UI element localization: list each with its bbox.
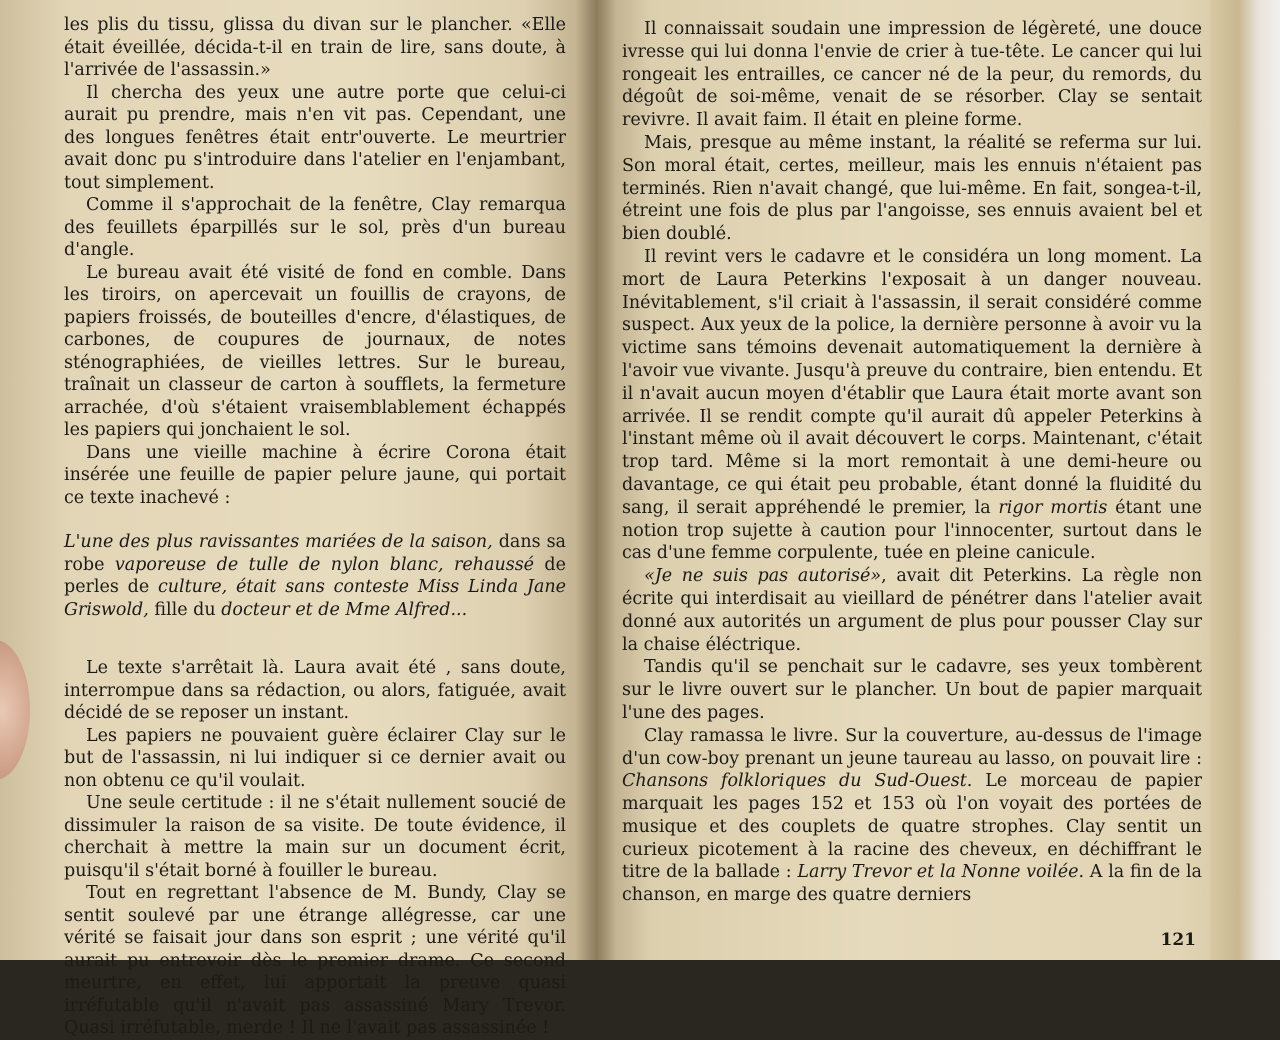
spacer (64, 509, 566, 531)
paragraph: Une seule certitude : il ne s'était nullement soucié de dissimuler la raison de sa visite. De toute évidence, il cherchait à mettre la main sur un document écrit, puisqu'il s'était borné à fouiller le bureau. (64, 793, 566, 881)
paragraph (622, 246, 1202, 565)
paragraph: Les papiers ne pouvaient guère éclairer Clay sur le but de l'assassin, ni lui indiquer si ce dernier avait ou non obtenu ce qu'il voulait. (64, 725, 566, 791)
spacer (64, 643, 566, 657)
right-page (596, 0, 1280, 960)
quote-part: de perles de (64, 554, 566, 597)
paragraph-part: étant une notion trop sujette à caution pour l'innocenter, surtout dans le cas d'une femme corpulente, tuée en pleine canicule. (622, 497, 1202, 564)
quote-part: L'une des plus ravissantes mariées de la saison, (64, 532, 493, 552)
paragraph: Tout en regrettant l'absence de M. Bundy, Clay se sentit soulevé par une étrange allégresse, car une vérité se faisait jour dans son esprit ; une vérité qu'il aurait pu entrevoir dès le premier drame. Ce second meurtre, en effet, lui apportait la preuve quasi irréfutable qu'il n'avait pas assassiné Mary Trevor. Quasi irréfutable, merde ! Il ne l'avait pas assassinée ! (64, 883, 566, 1038)
page-number: 121 (1160, 930, 1196, 950)
rigor-mortis-text: rigor mortis (998, 497, 1108, 518)
paragraph-part: . Le morceau de papier marquait les pages 152 et 153 où l'on voyait des portées de musique et des couplets de quatre strophes. Clay sentit un curieux picotement à la racine des cheveux, en déchiffrant le titre de la ballade : (622, 771, 1202, 883)
paragraph-part: , avait dit Peterkins. La règle non écrite qui interdisait au vieillard de pénétrer dans l'atelier avait donné aux autorités un argument de plus pour pousser Clay sur la chaise éléctrique. (622, 566, 1202, 655)
page-edges (1210, 0, 1280, 960)
quote-part: docteur et de Mme Alfred... (221, 599, 468, 620)
thumb (0, 640, 30, 780)
paragraph: Le texte s'arrêtait là. Laura avait été , sans doute, interrompue dans sa rédaction, ou alors, fatiguée, avait décidé de se reposer un instant. (64, 658, 566, 723)
paragraph (622, 725, 1202, 907)
quote-text: «Je ne suis pas autorisé» (644, 566, 882, 587)
paragraph: Dans une vieille machine à écrire Corona était insérée une feuille de papier pelure jaune, qui portait ce texte inachevé : (64, 442, 566, 508)
paragraph: Il connaissait soudain une impression de légèreté, une douce ivresse qui lui donna l'envie de crier à tue-tête. Le cancer qui lui rongeait les entrailles, ce cancer né de la peur, du remords, du dégoût de soi-même, venait de se résorber. Clay se sentait revivre. Il avait faim. Il était en pleine forme. (622, 19, 1202, 131)
spacer (64, 621, 566, 643)
paragraph-part: Il revint vers le cadavre et le considéra un long moment. La mort de Laura Peterkins l'exposait à un danger nouveau. Inévitablement, s'il criait à l'assassin, il serait considéré comme suspect. Aux yeux de la police, la dernière personne à avoir vu la victime sans témoins devenait automatiquement la dernière à l'avoir vue vivante. Jusqu'à preuve du contraire, bien entendu. Et il n'avait aucun moyen d'établir que Laura était morte avant son arrivée. Il se rendit compte qu'il aurait dû appeler Peterkins à l'instant même où il avait découvert le corps. Maintenant, c'était trop tard. Même si la mort remontait à une demi-heure ou davantage, ce qui était peu probable, étant donné la fluidité du sang, il serait appréhendé le premier, la (622, 246, 1202, 518)
quote-part: dans sa robe (64, 532, 566, 575)
left-page (0, 0, 596, 1038)
book-title-text: Chansons folkloriques du Sud-Ouest (622, 771, 967, 792)
quote-part: fille du (148, 599, 222, 620)
typewriter-quote (64, 531, 566, 621)
paragraph: Comme il s'approchait de la fenêtre, Clay remarqua des feuillets éparpillés sur le sol, près d'un bureau d'angle. (64, 195, 566, 260)
paragraph: Il chercha des yeux une autre porte que celui-ci aurait pu prendre, mais n'en vit pas. Cependant, une des longues fenêtres était entr'ouverte. Le meurtrier avait donc pu s'introduire dans l'atelier en l'enjambant, tout simplement. (64, 82, 566, 193)
paragraph (622, 565, 1202, 656)
paragraph-part: Clay ramassa le livre. Sur la couverture, au-dessus de l'image d'un cow-boy prenant un jeune taureau au lasso, on pouvait lire : (622, 725, 1202, 769)
paragraph: Le bureau avait été visité de fond en comble. Dans les tiroirs, on apercevait un fouillis de crayons, de papiers froissés, de bouteilles d'encre, d'élastiques, de carbones, de coupures de journaux, de notes sténographiées, de vieilles lettres. Sur le bureau, traînait un classeur de carton à soufflets, la fermeture arrachée, d'où s'étaient vraisemblablement échappés les papiers qui jonchaient le sol. (64, 262, 566, 440)
quote-part: vaporeuse de tulle de nylon blanc, rehaussé (114, 554, 535, 575)
ballad-title-text: Larry Trevor et la Nonne voilée (797, 862, 1079, 883)
paragraph: les plis du tissu, glissa du divan sur le plancher. «Elle était éveillée, décida-t-il en train de lire, sans doute, à l'arrivée de l'assassin.» (64, 15, 566, 80)
quote-part: culture, était sans conteste Miss Linda Jane Griswold, (64, 577, 567, 620)
paragraph-part: . A la fin de la chanson, en marge des quatre derniers (622, 862, 1202, 906)
paragraph: Tandis qu'il se penchait sur le cadavre, ses yeux tombèrent sur le livre ouvert sur le plancher. Un bout de papier marquait l'une des pages. (622, 657, 1202, 723)
paragraph: Mais, presque au même instant, la réalité se referma sur lui. Son moral était, certes, meilleur, mais les ennuis n'étaient pas terminés. Rien n'avait changé, que lui-même. En fait, songea-t-il, étreint une fois de plus par l'angoisse, ses ennuis avaient bel et bien doublé. (622, 132, 1202, 245)
